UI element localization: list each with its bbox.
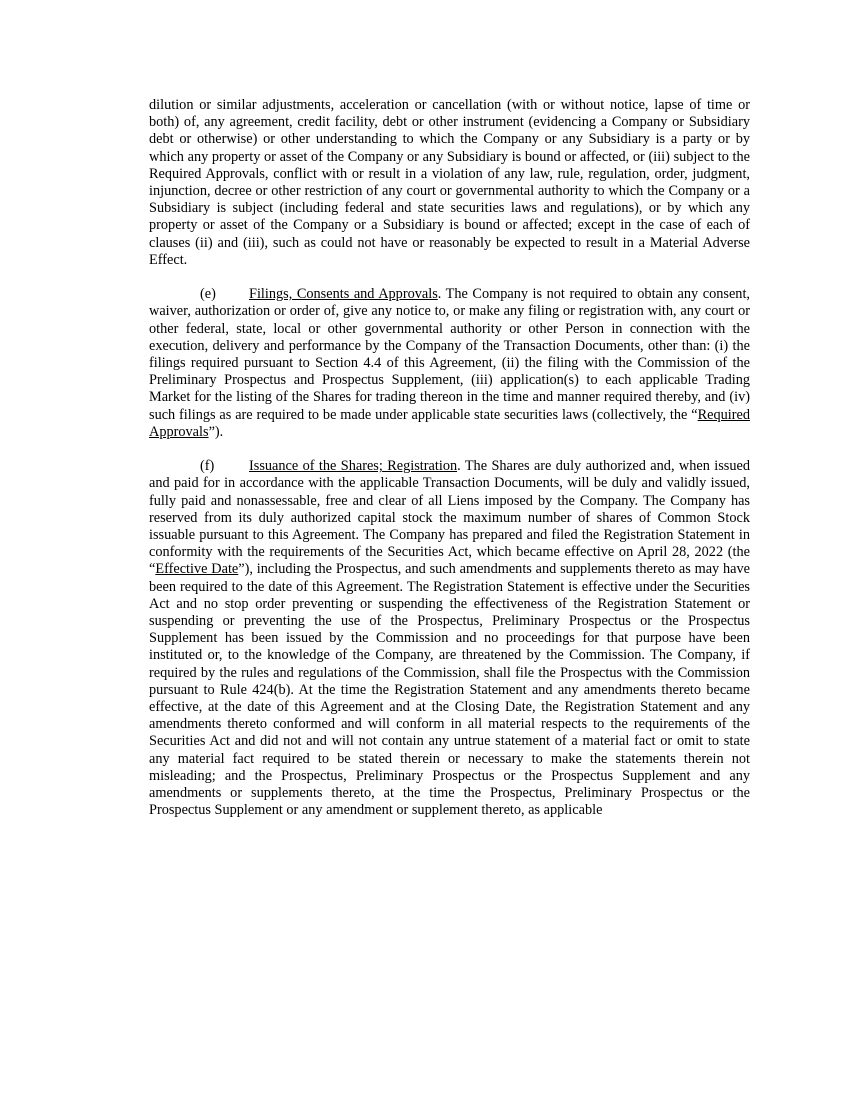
section-f-paragraph: [149, 458, 750, 819]
section-f-label: (f): [200, 458, 215, 475]
section-e-label: (e): [200, 286, 216, 303]
section-e-defined-term: Required Approvals: [149, 406, 750, 440]
section-e-paragraph: [149, 286, 750, 441]
section-f-heading: Issuance of the Shares; Registration: [249, 458, 458, 475]
section-e-heading: Filings, Consents and Approvals: [249, 286, 438, 303]
paragraph-continuation: dilution or similar adjustments, acceleration or cancellation (with or without notice, lapse of time or both) of, any agreement, credit facility, debt or other instrument (evidencing a Company or Subsidiary debt or otherwise) or other understanding to which the Company or any Subsidiary is a party or by which any property or asset of the Company or any Subsidiary is bound or affected, or (iii) subject to the Required Approvals, conflict with or result in a violation of any law, rule, regulation, order, judgment, injunction, decree or other restriction of any court or governmental authority to which the Company or a Subsidiary is subject (including federal and state securities laws and regulations), or by which any property or asset of the Company or a Subsidiary is bound or affected; except in the case of each of clauses (ii) and (iii), such as could not have or reasonably be expected to result in a Material Adverse Effect.: [149, 97, 750, 268]
section-f-body-part2: ”), including the Prospectus, and such amendments and supplements thereto as may have been required to the date of this Agreement. The Registration Statement is effective under the Securities Act and no stop order preventing or suspending the effectiveness of the Registration Statement or suspending or preventing the use of the Prospectus, Preliminary Prospectus or the Prospectus Supplement has been issued by the Commission and no proceedings for that purpose have been instituted or, to the knowledge of the Company, are threatened by the Commission. The Company, if required by the rules and regulations of the Commission, shall file the Prospectus with the Commission pursuant to Rule 424(b). At the time the Registration Statement and any amendments thereto became effective, at the date of this Agreement and at the Closing Date, the Registration Statement and any amendments thereto conformed and will conform in all material respects to the requirements of the Securities Act and did not and will not contain any untrue statement of a material fact or omit to state any material fact required to be stated therein or necessary to make the statements therein not misleading; and the Prospectus, Preliminary Prospectus or the Prospectus Supplement and any amendments or supplements thereto, at the time the Prospectus, Preliminary Prospectus or the Prospectus Supplement or any amendment or supplement thereto, as applicable: [149, 561, 750, 819]
section-f-body-part1: . The Shares are duly authorized and, when issued and paid for in accordance with the applicable Transaction Documents, will be duly and validly issued, fully paid and nonassessable, free and clear of all Liens imposed by the Company. The Company has reserved from its duly authorized capital stock the maximum number of shares of Common Stock issuable pursuant to this Agreement. The Company has prepared and filed the Registration Statement in conformity with the requirements of the Securities Act, which became effective on April 28, 2022 (the “: [149, 458, 750, 578]
section-e-body: . The Company is not required to obtain any consent, waiver, authorization or order of, give any notice to, or make any filing or registration with, any court or other federal, state, local or other governmental authority or other Person in connection with the execution, delivery and performance by the Company of the Transaction Documents, other than: (i) the filings required pursuant to Section 4.4 of this Agreement, (ii) the filing with the Commission of the Preliminary Prospectus and Prospectus Supplement, (iii) application(s) to each applicable Trading Market for the listing of the Shares for trading thereon in the time and manner required thereby, and (iv) such filings as are required to be made under applicable state securities laws (collectively, the “: [149, 286, 750, 423]
section-e-closing: ”).: [208, 423, 224, 440]
document-page: [149, 97, 750, 837]
section-f-defined-term: Effective Date: [155, 561, 239, 578]
